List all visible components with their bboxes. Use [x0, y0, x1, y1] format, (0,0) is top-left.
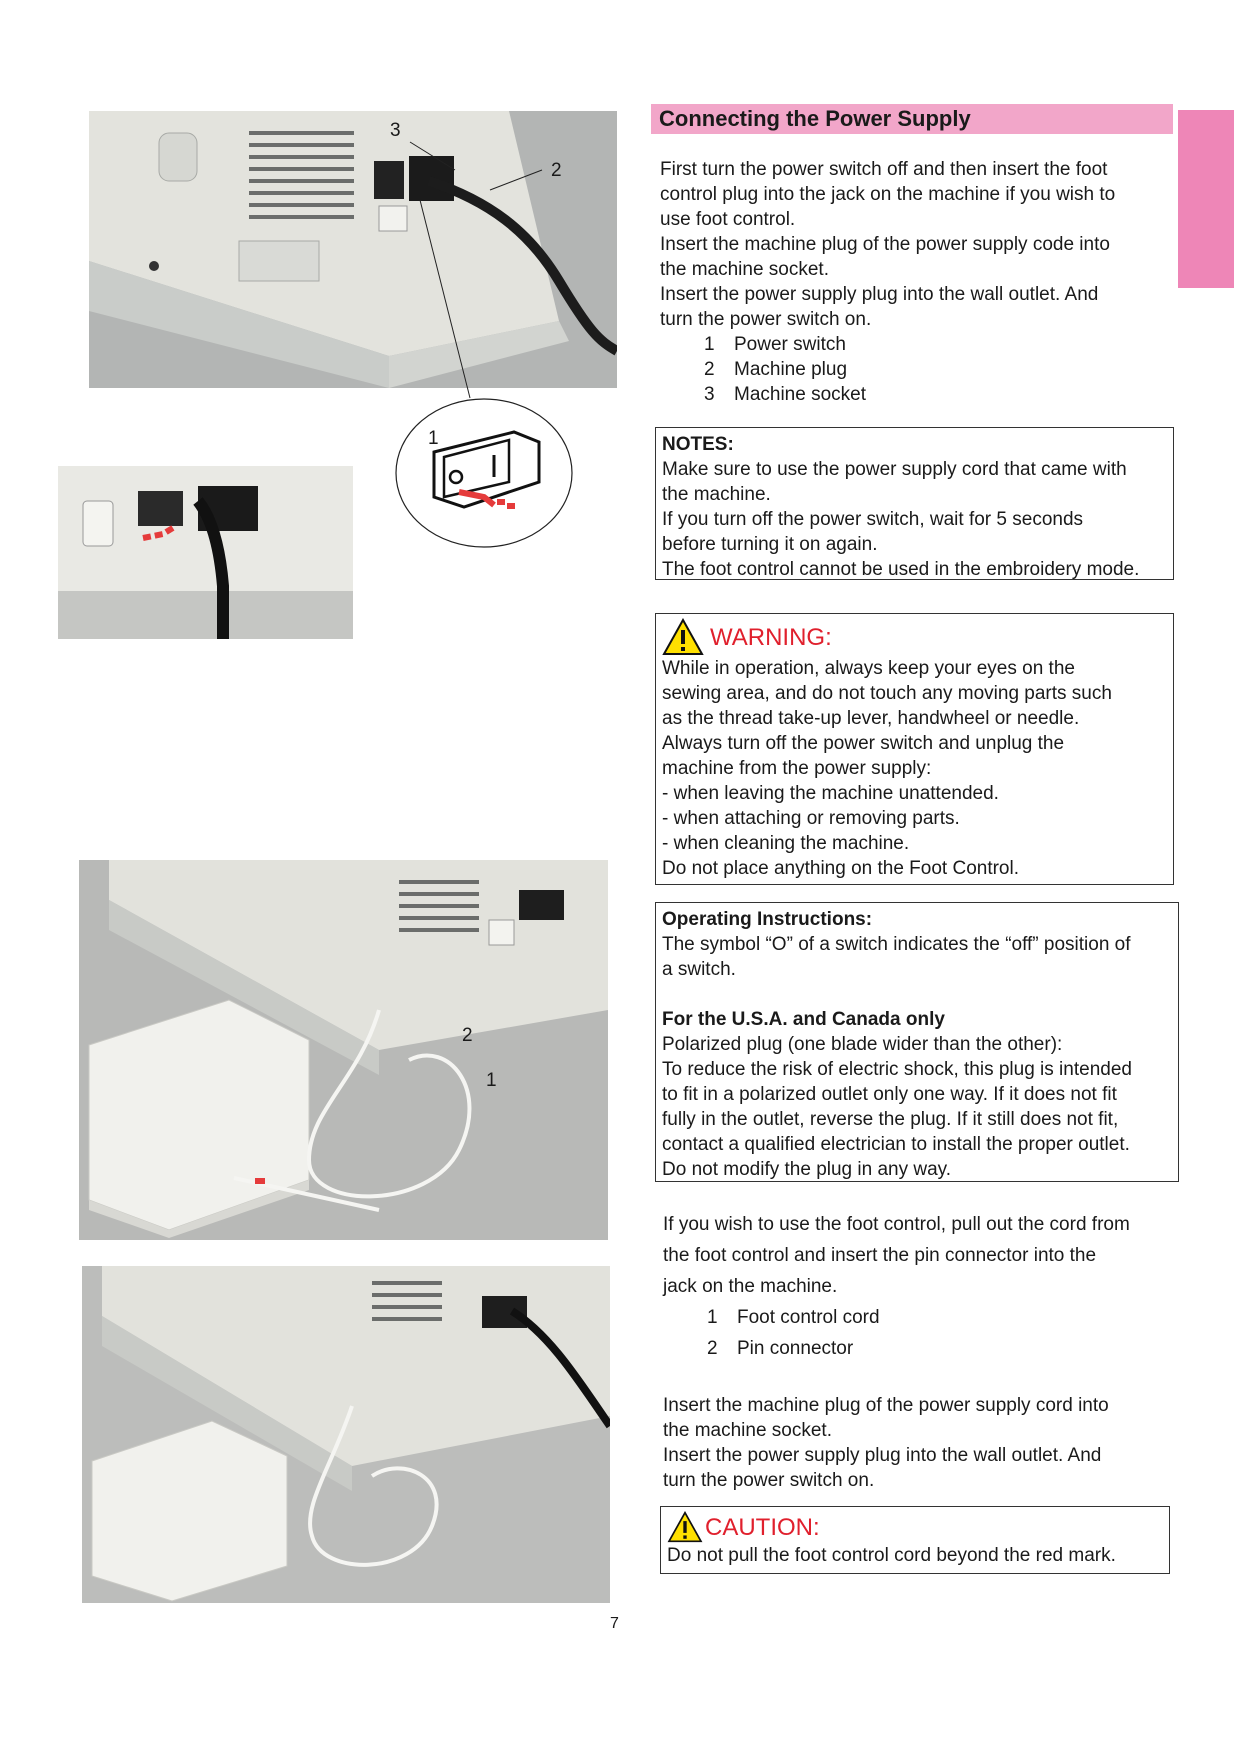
operating-instructions-box — [655, 902, 1179, 1182]
foot-control-line: jack on the machine. — [663, 1276, 838, 1297]
notes-line: the machine. — [662, 484, 771, 505]
section-title: Connecting the Power Supply — [651, 104, 1173, 134]
operating-line: a switch. — [662, 959, 736, 980]
photo-foot-control-connected — [82, 1266, 610, 1603]
notes-line: The foot control cannot be used in the embroidery mode. — [662, 559, 1140, 580]
operating-subline: To reduce the risk of electric shock, this plug is intended — [662, 1059, 1132, 1080]
insert-text — [663, 1393, 1183, 1493]
warning-line: sewing area, and do not touch any moving parts such — [662, 683, 1112, 704]
caution-triangle-icon — [667, 1511, 703, 1543]
parts-list-item: 2 Machine plug — [704, 359, 848, 380]
notes-heading: NOTES: — [662, 434, 734, 455]
operating-subline: Do not modify the plug in any way. — [662, 1159, 952, 1180]
foot-control-line: If you wish to use the foot control, pull out the cord from — [663, 1214, 1130, 1235]
page-number: 7 — [610, 1615, 619, 1632]
side-tab — [1178, 110, 1234, 288]
photo-switch-plug — [58, 466, 353, 639]
operating-heading: Operating Instructions: — [662, 909, 873, 930]
caution-heading: CAUTION: — [705, 1513, 820, 1541]
warning-line: - when leaving the machine unattended. — [662, 783, 999, 804]
intro-line: Insert the machine plug of the power supply code into — [660, 234, 1110, 255]
caution-box — [660, 1506, 1170, 1574]
warning-line: - when attaching or removing parts. — [662, 808, 960, 829]
foot-list-item: 1 Foot control cord — [707, 1307, 880, 1328]
operating-subline: Polarized plug (one blade wider than the other): — [662, 1034, 1063, 1055]
parts-list-item: 3 Machine socket — [704, 384, 867, 405]
warning-heading: WARNING: — [710, 623, 832, 651]
foot-control-line: the foot control and insert the pin connector into the — [663, 1245, 1097, 1266]
callout-1-switch: 1 — [428, 428, 439, 449]
intro-text — [660, 157, 1180, 407]
photo-foot-control-cord — [79, 860, 608, 1240]
intro-line: turn the power switch on. — [660, 309, 872, 330]
insert-line: Insert the machine plug of the power supply cord into — [663, 1395, 1109, 1416]
insert-line: turn the power switch on. — [663, 1470, 875, 1491]
insert-line: the machine socket. — [663, 1420, 832, 1441]
intro-line: control plug into the jack on the machine if you wish to — [660, 184, 1116, 205]
warning-box — [655, 613, 1174, 885]
notes-line: Make sure to use the power supply cord that came with — [662, 459, 1127, 480]
intro-line: Insert the power supply plug into the wall outlet. And — [660, 284, 1099, 305]
operating-line: The symbol “O” of a switch indicates the “off” position of — [662, 934, 1131, 955]
foot-control-text — [663, 1209, 1183, 1364]
callout-2-pin: 2 — [462, 1025, 473, 1046]
warning-line: While in operation, always keep your eyes on the — [662, 658, 1075, 679]
notes-line: If you turn off the power switch, wait for 5 seconds — [662, 509, 1084, 530]
intro-line: First turn the power switch off and then insert the foot — [660, 159, 1108, 180]
intro-line: use foot control. — [660, 209, 796, 230]
warning-line: Do not place anything on the Foot Control. — [662, 858, 1020, 879]
foot-list-item: 2 Pin connector — [707, 1338, 854, 1359]
notes-box — [655, 427, 1174, 580]
operating-subline: contact a qualified electrician to install the proper outlet. — [662, 1134, 1130, 1155]
leader-lines — [400, 140, 560, 410]
notes-line: before turning it on again. — [662, 534, 878, 555]
switch-diagram — [394, 397, 574, 549]
insert-line: Insert the power supply plug into the wall outlet. And — [663, 1445, 1102, 1466]
usa-canada-heading: For the U.S.A. and Canada only — [662, 1009, 945, 1030]
warning-line: machine from the power supply: — [662, 758, 932, 779]
warning-triangle-icon — [662, 618, 704, 656]
warning-line: - when cleaning the machine. — [662, 833, 910, 854]
callout-1-cord: 1 — [486, 1070, 497, 1091]
callout-3: 3 — [390, 120, 401, 141]
operating-subline: to fit in a polarized outlet only one way. If it does not fit — [662, 1084, 1117, 1105]
warning-line: Always turn off the power switch and unplug the — [662, 733, 1065, 754]
callout-2: 2 — [551, 160, 562, 181]
caution-line: Do not pull the foot control cord beyond the red mark. — [667, 1545, 1116, 1566]
parts-list-item: 1 Power switch — [704, 334, 846, 355]
intro-line: the machine socket. — [660, 259, 829, 280]
warning-line: as the thread take-up lever, handwheel or needle. — [662, 708, 1080, 729]
operating-subline: fully in the outlet, reverse the plug. If it still does not fit, — [662, 1109, 1119, 1130]
